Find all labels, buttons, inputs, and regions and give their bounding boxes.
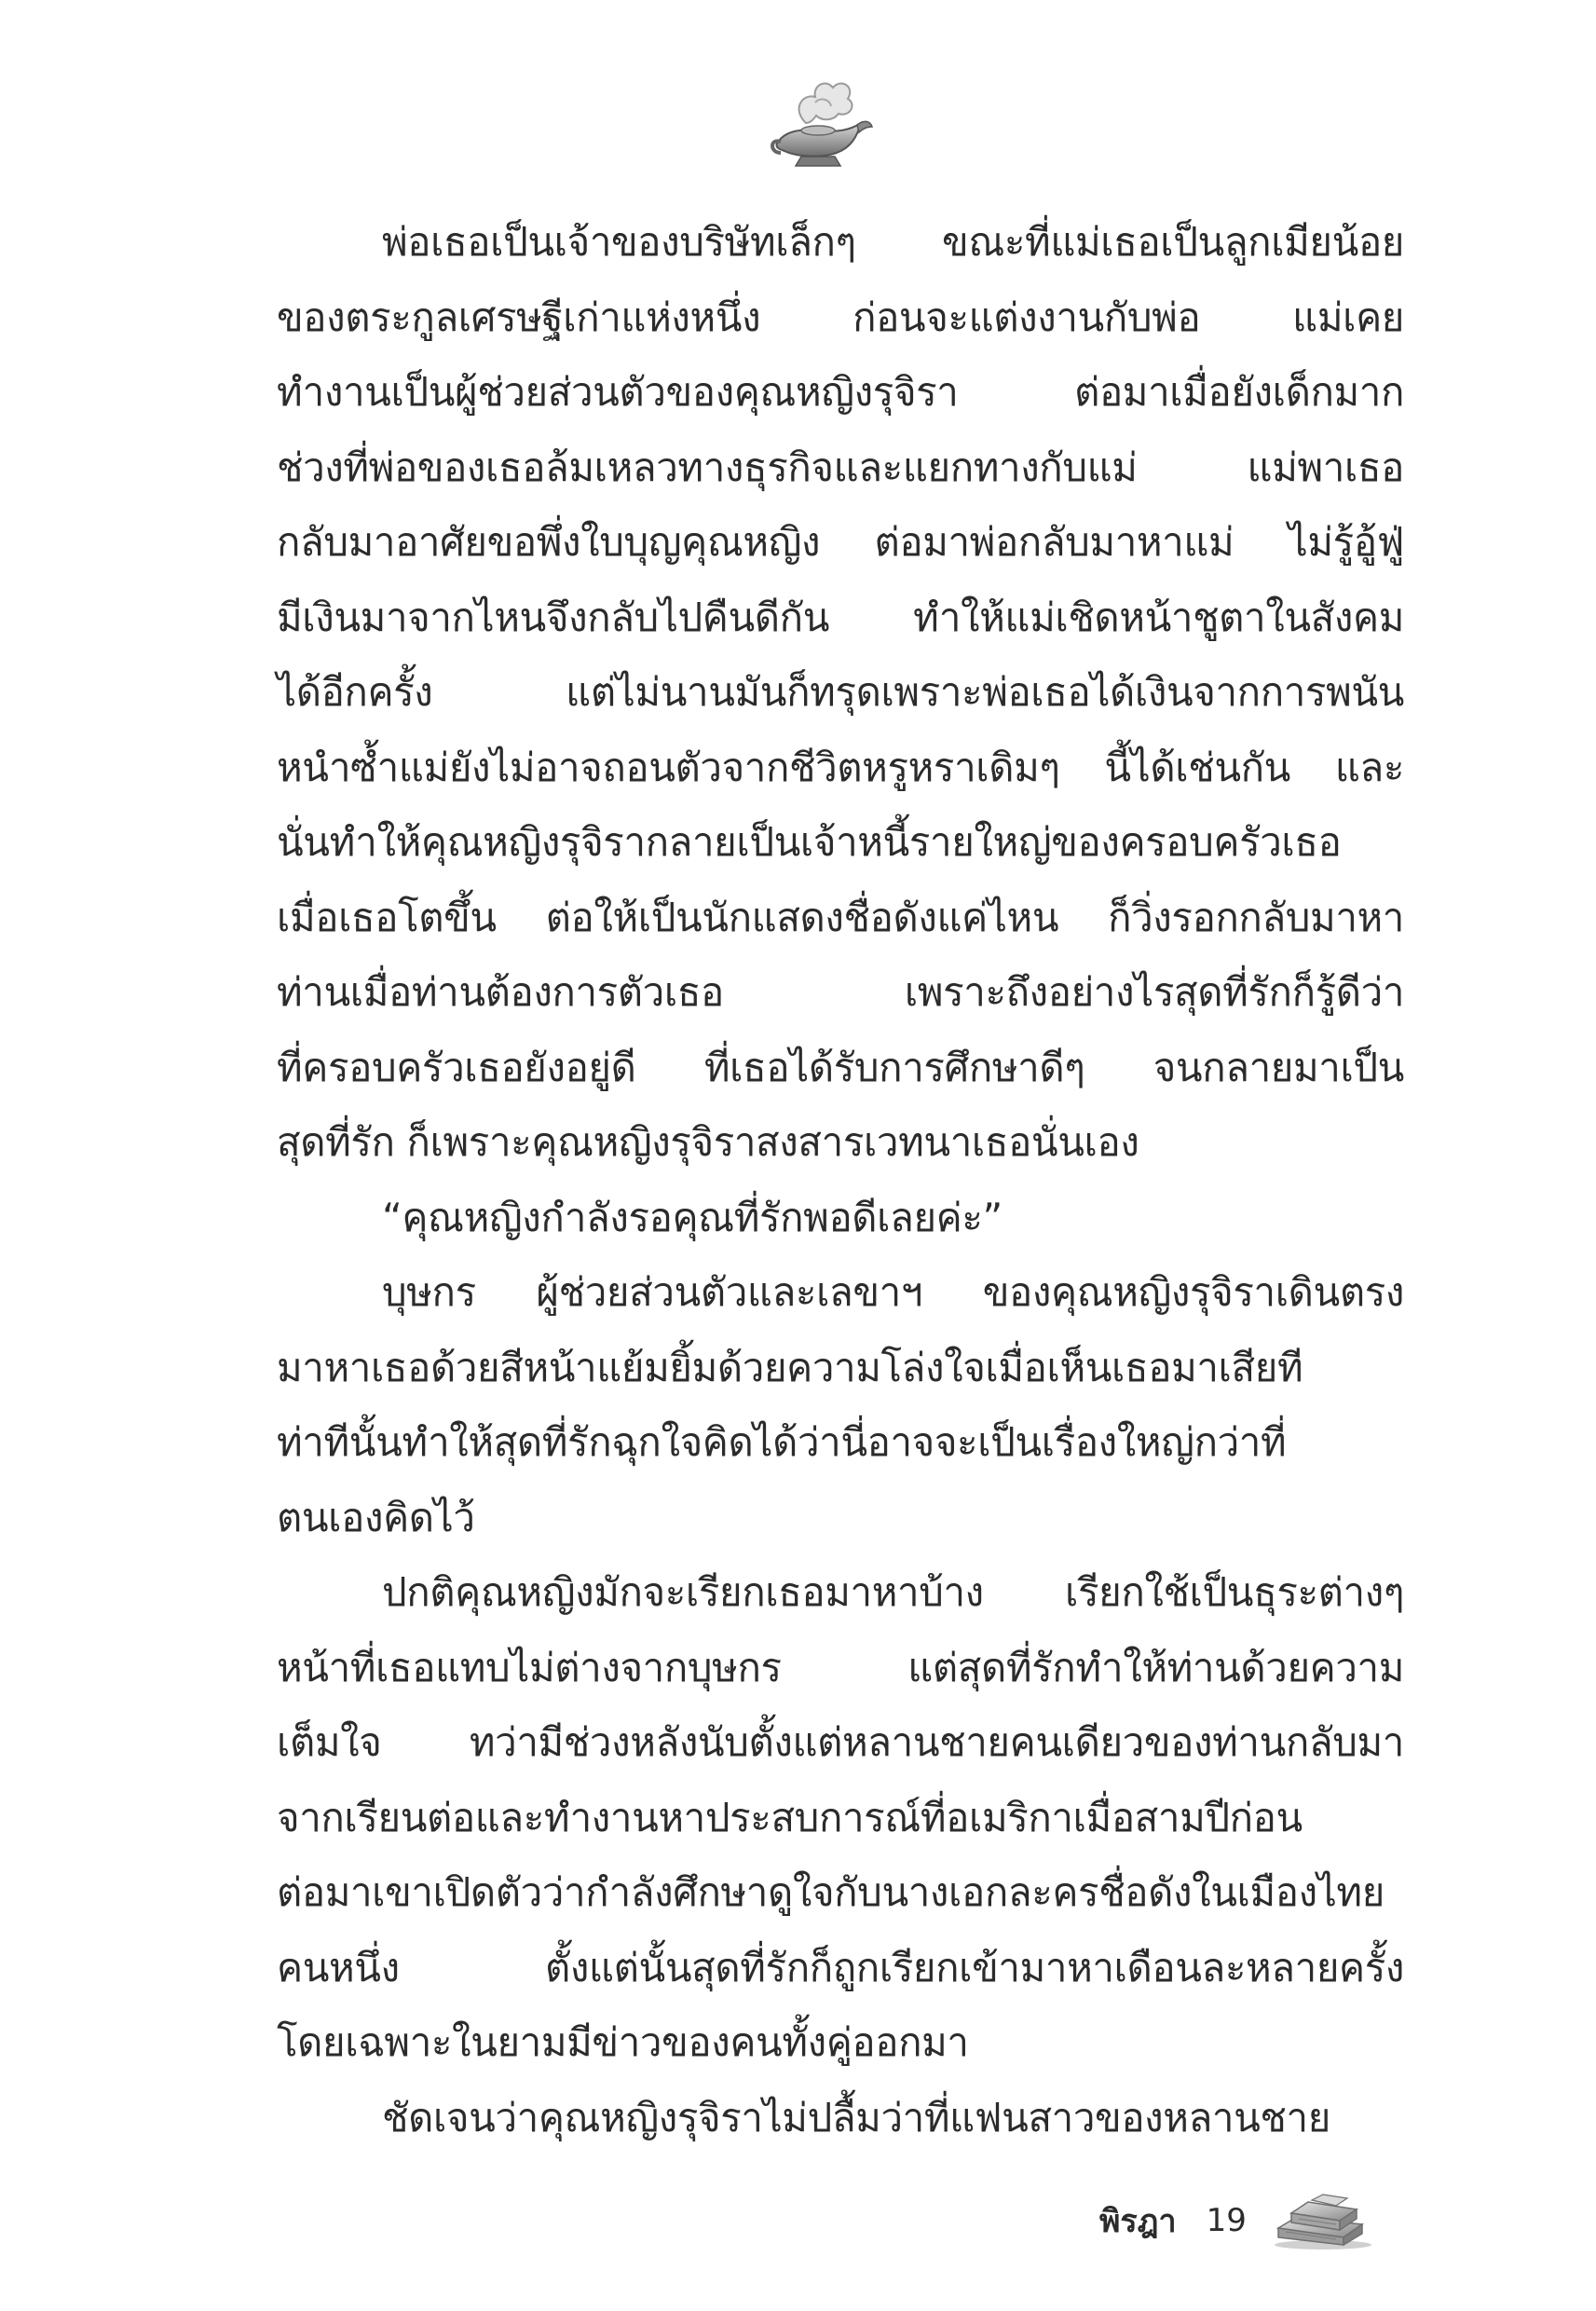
book-title: พิรฎา bbox=[1099, 2203, 1177, 2240]
text-line: ของตระกูลเศรษฐีเก่าแห่งหนึ่ง ก่อนจะแต่งงานกับพ่อ แม่เคย bbox=[277, 294, 1404, 340]
text-line: ชัดเจนว่าคุณหญิงรุจิราไม่ปลื้มว่าที่แฟนสาวของหลานชาย bbox=[382, 2094, 1330, 2140]
text-line: ได้อีกครั้ง แต่ไม่นานมันก็ทรุดเพราะพ่อเธอได้เงินจากการพนัน bbox=[277, 669, 1404, 715]
text-line: มีเงินมาจากไหนจึงกลับไปคืนดีกัน ทำให้แม่เชิดหน้าชูตาในสังคม bbox=[277, 594, 1404, 640]
text-line: มาหาเธอด้วยสีหน้าแย้มยิ้มด้วยความโล่งใจเมื่อเห็นเธอมาเสียที bbox=[277, 1344, 1303, 1390]
text-line: ที่ครอบครัวเธอยังอยู่ดี ที่เธอได้รับการศึกษาดีๆ จนกลายมาเป็น bbox=[277, 1044, 1404, 1090]
text-line: เต็มใจ ทว่ามีช่วงหลังนับตั้งแต่หลานชายคนเดียวของท่านกลับมา bbox=[277, 1719, 1404, 1765]
text-line: ต่อมาเขาเปิดตัวว่ากำลังศึกษาดูใจกับนางเอกละครชื่อดังในเมืองไทย bbox=[277, 1869, 1385, 1915]
text-line: เมื่อเธอโตขึ้น ต่อให้เป็นนักแสดงชื่อดังแค่ไหน ก็วิ่งรอกกลับมาหา bbox=[277, 894, 1404, 940]
text-line: โดยเฉพาะในยามมีข่าวของคนทั้งคู่ออกมา bbox=[277, 2019, 969, 2065]
text-line: “คุณหญิงกำลังรอคุณที่รักพอดีเลยค่ะ” bbox=[382, 1194, 1003, 1240]
text-line: สุดที่รัก ก็เพราะคุณหญิงรุจิราสงสารเวทนาเธอนั่นเอง bbox=[277, 1119, 1139, 1165]
body-text bbox=[277, 205, 1404, 2155]
text-line: ปกติคุณหญิงมักจะเรียกเธอมาหาบ้าง เรียกใช้เป็นธุระต่างๆ bbox=[382, 1569, 1404, 1615]
text-line: บุษกร ผู้ช่วยส่วนตัวและเลขาฯ ของคุณหญิงรุจิราเดินตรง bbox=[382, 1269, 1404, 1315]
text-line: จากเรียนต่อและทำงานหาประสบการณ์ที่อเมริกาเมื่อสามปีก่อน bbox=[277, 1794, 1303, 1840]
text-line: นั่นทำให้คุณหญิงรุจิรากลายเป็นเจ้าหนี้รายใหญ่ของครอบครัวเธอ bbox=[277, 819, 1342, 865]
magic-lamp-icon bbox=[764, 65, 876, 172]
page-footer bbox=[1099, 2188, 1373, 2253]
text-line: ตนเองคิดไว้ bbox=[277, 1494, 475, 1540]
text-line: ท่าทีนั้นทำให้สุดที่รักฉุกใจคิดได้ว่านี่อาจจะเป็นเรื่องใหญ่กว่าที่ bbox=[277, 1419, 1287, 1465]
text-line: พ่อเธอเป็นเจ้าของบริษัทเล็กๆ ขณะที่แม่เธอเป็นลูกเมียน้อย bbox=[382, 219, 1404, 265]
text-line: กลับมาอาศัยขอพึ่งใบบุญคุณหญิง ต่อมาพ่อกลับมาหาแม่ ไม่รู้อู้ฟู่ bbox=[277, 519, 1404, 565]
text-line: ท่านเมื่อท่านต้องการตัวเธอ เพราะถึงอย่างไรสุดที่รักก็รู้ดีว่า bbox=[277, 969, 1404, 1015]
text-line: ช่วงที่พ่อของเธอล้มเหลวทางธุรกิจและแยกทางกับแม่ แม่พาเธอ bbox=[277, 444, 1404, 490]
page-number: 19 bbox=[1206, 2202, 1247, 2239]
text-line: ทำงานเป็นผู้ช่วยส่วนตัวของคุณหญิงรุจิรา ต่อมาเมื่อยังเด็กมาก bbox=[277, 369, 1404, 415]
text-line: หนำซ้ำแม่ยังไม่อาจถอนตัวจากชีวิตหรูหราเดิมๆ นี้ได้เช่นกัน และ bbox=[277, 744, 1404, 790]
text-line: หน้าที่เธอแทบไม่ต่างจากบุษกร แต่สุดที่รักทำให้ท่านด้วยความ bbox=[277, 1644, 1404, 1690]
text-line: คนหนึ่ง ตั้งแต่นั้นสุดที่รักก็ถูกเรียกเข้ามาหาเดือนละหลายครั้ง bbox=[277, 1944, 1404, 1990]
money-stack-icon bbox=[1271, 2191, 1373, 2250]
